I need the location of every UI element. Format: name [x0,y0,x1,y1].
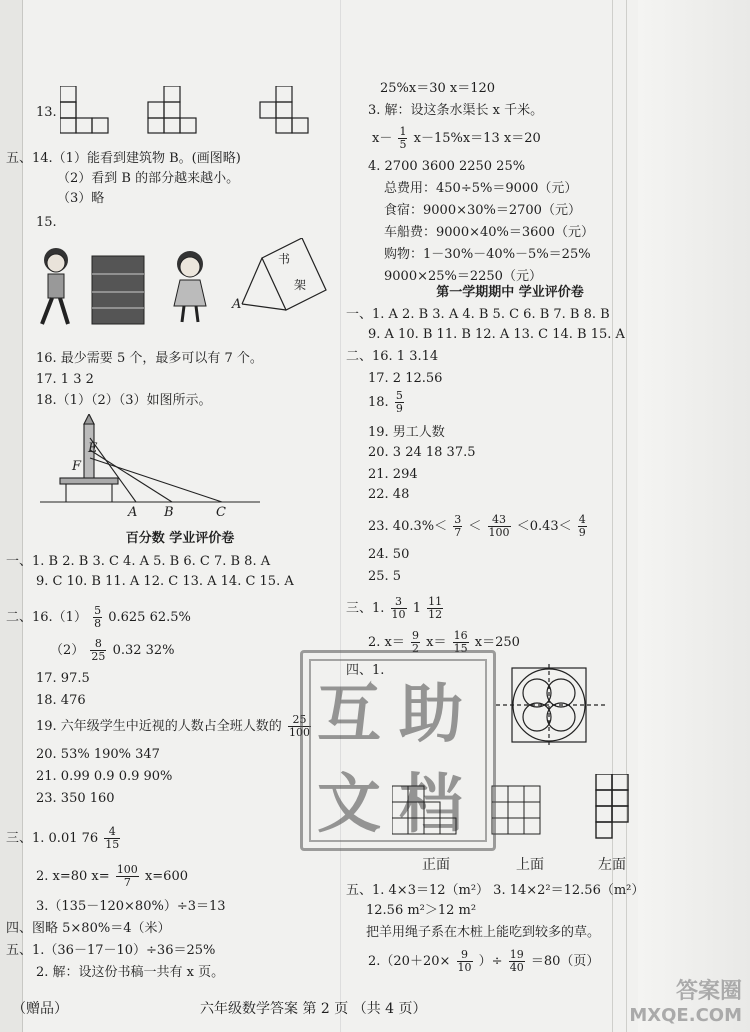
fraction: $\frac{3}{10}$ [391,595,406,621]
fraction: $\frac{8}{25}$ [91,637,106,663]
q13-views-figure [60,86,320,134]
left-s3-2: 2. x=80 x= $\frac{100}{7}$ x=600 [36,863,188,889]
right-s2-20: 20. 3 24 18 37.5 [368,445,476,460]
fig-label-b: B [164,505,174,520]
fraction: $\frac{25}{100}$ [288,713,310,739]
right-s1-row2: 9. A 10. B 11. B 12. A 13. C 14. B 15. A [368,327,625,342]
shelf-label-2: 架 [294,278,307,292]
fraction: $\frac{5}{8}$ [94,604,102,630]
right-r4: 4. 2700 3600 2250 25% [368,159,526,174]
column-divider [340,0,341,1032]
right-s3-1: 三、1. $\frac{3}{10}$ 1 $\frac{11}{12}$ [346,595,443,621]
right-s2-23: 23. 40.3%＜ $\frac{3}{7}$ ＜ $\frac{43}{100}$ ＜0.43＜ $\frac{4}{9}$ [368,513,586,539]
fraction: $\frac{4}{15}$ [105,825,120,851]
top-view-grid [492,786,540,834]
right-s2-22: 22. 48 [368,487,410,502]
view-label-left: 左面 [598,857,626,873]
watermark-stamp [300,650,496,851]
left-s1-row2: 9. C 10. B 11. A 12. C 13. A 14. C 15. A [36,574,294,589]
fig-label-a: A [128,505,138,520]
right-s2-25: 25. 5 [368,569,402,584]
q18: 18.（1）（2）（3）如图所示。 [36,393,212,408]
q14-3: （3）略 [57,191,105,206]
q16: 16. 最少需要 5 个，最多可以有 7 个。 [36,351,263,366]
right-s2-21: 21. 294 [368,467,418,482]
fraction: $\frac{9}{2}$ [412,629,420,655]
right-s4-1: 四、1. [346,663,385,678]
fraction: $\frac{9}{10}$ [457,948,472,974]
right-r3: 3. 解：设这条水渠长 x 千米。 [368,103,544,118]
left-s5-2: 2. 解：设这份书稿一共有 x 页。 [36,965,225,980]
right-s5-1c: 把羊用绳子系在木桩上能吃到较多的草。 [366,925,601,940]
shelf-label-1: 书 [278,252,291,266]
girl-figure [174,251,206,322]
right-s1-row1: 一、1. A 2. B 3. A 4. B 5. C 6. B 7. B 8. B [346,307,610,322]
right-s2-16: 二、16. 1 3.14 [346,349,439,364]
right-r3-eq: x－ $\frac{1}{5}$ x－15%x＝13 x＝20 [372,125,541,151]
left-s1-row1: 一、1. B 2. B 3. C 4. A 5. B 6. C 7. B 8. A [6,554,271,569]
fig-label-c: C [216,505,226,520]
left-s2-20: 20. 53% 190% 347 [36,747,160,762]
left-view-grid [596,774,628,838]
shelf-top-view [242,238,326,310]
q17: 17. 1 3 2 [36,372,94,387]
left-s3-1: 三、1. 0.01 76 $\frac{4}{15}$ [6,825,120,851]
left-s2-23: 23. 350 160 [36,791,115,806]
right-s5-1b: 12.56 m²＞12 m² [366,903,477,918]
q15-label: 15. [36,215,57,230]
stamp-char-3: 文 [317,768,381,842]
right-s2-19: 19. 男工人数 [368,425,445,440]
right-s5-1: 五、1. 4×3＝12（m²） 3. 14×2²＝12.56（m²） [346,883,645,898]
q14-2: （2）看到 B 的部分越来越小。 [57,171,240,186]
right-r4a: 总费用：450÷5%＝9000（元） [384,181,578,196]
fraction: $\frac{3}{7}$ [454,513,462,539]
right-s2-18: 18. $\frac{5}{9}$ [368,389,403,415]
right-r0: 25%x＝30 x＝120 [380,81,496,96]
left-s2-19: 19. 六年级学生中近视的人数占全班人数的 $\frac{25}{100}$ [36,713,310,739]
left-section-title: 百分数 学业评价卷 [125,531,235,546]
view-label-front: 正面 [422,857,450,873]
left-s2-17: 17. 97.5 [36,671,90,686]
page-edge-shadow [638,0,750,1032]
fraction: $\frac{4}{9}$ [578,513,586,539]
left-s5-1: 五、1.（36－17－10）÷36＝25% [6,943,216,958]
page-fold-line-2 [626,0,627,1032]
right-r4c: 车船费：9000×40%＝3600（元） [384,225,594,240]
view-label-top: 上面 [516,857,544,873]
shelf-point-a: A [232,297,242,312]
fig-label-e: E [88,441,98,456]
fraction: $\frac{11}{12}$ [428,595,443,621]
boy-figure [42,248,68,324]
fraction: $\frac{100}{7}$ [116,863,138,889]
q13-label: 13. [36,105,57,120]
footer-gift: （赠品） [12,1001,68,1017]
right-s5-2: 2.（20＋20× $\frac{9}{10}$ ）÷ $\frac{19}{40}$ ＝80（页） [368,948,600,974]
left-s3-3: 3.（135－120×80%）÷3＝13 [36,899,226,914]
page-fold-line [612,0,613,1032]
right-section-title: 第一学期期中 学业评价卷 [436,285,584,300]
right-s2-24: 24. 50 [368,547,410,562]
fig-label-f: F [72,459,82,474]
left-s2-21: 21. 0.99 0.9 0.9 90% [36,769,173,784]
left-s2-18: 18. 476 [36,693,86,708]
fraction: $\frac{1}{5}$ [399,125,407,151]
left-s4: 四、图略 5×80%＝4（米） [6,921,171,936]
stamp-char-4: 档 [399,768,463,842]
fraction: $\frac{43}{100}$ [488,513,510,539]
fraction: $\frac{16}{15}$ [453,629,468,655]
right-r4e: 9000×25%＝2250（元） [384,269,542,284]
site-watermark: 答案圈 MXQE.COM [629,979,742,1026]
left-s2-16b: （2） $\frac{8}{25}$ 0.32 32% [50,637,175,663]
fraction: $\frac{19}{40}$ [509,948,524,974]
q14-1: 五、14.（1）能看到建筑物 B。(画图略) [6,151,241,166]
fraction: $\frac{5}{9}$ [395,389,403,415]
right-s3-2: 2. x＝ $\frac{9}{2}$ x＝ $\frac{16}{15}$ x＝250 [368,629,520,655]
right-r4d: 购物：1－30%－40%－5%＝25% [384,247,591,262]
footer-title: 六年级数学答案 第 2 页 （共 4 页） [200,1001,427,1017]
bookshelf-figure [92,256,144,324]
stamp-char-1: 互 [317,678,381,752]
stamp-char-2: 助 [399,678,463,752]
right-r4b: 食宿：9000×30%＝2700（元） [384,203,581,218]
right-s2-17: 17. 2 12.56 [368,371,443,386]
left-s2-16a: 二、16.（1） $\frac{5}{8}$ 0.625 62.5% [6,604,191,630]
circle-square-figure [496,664,608,746]
